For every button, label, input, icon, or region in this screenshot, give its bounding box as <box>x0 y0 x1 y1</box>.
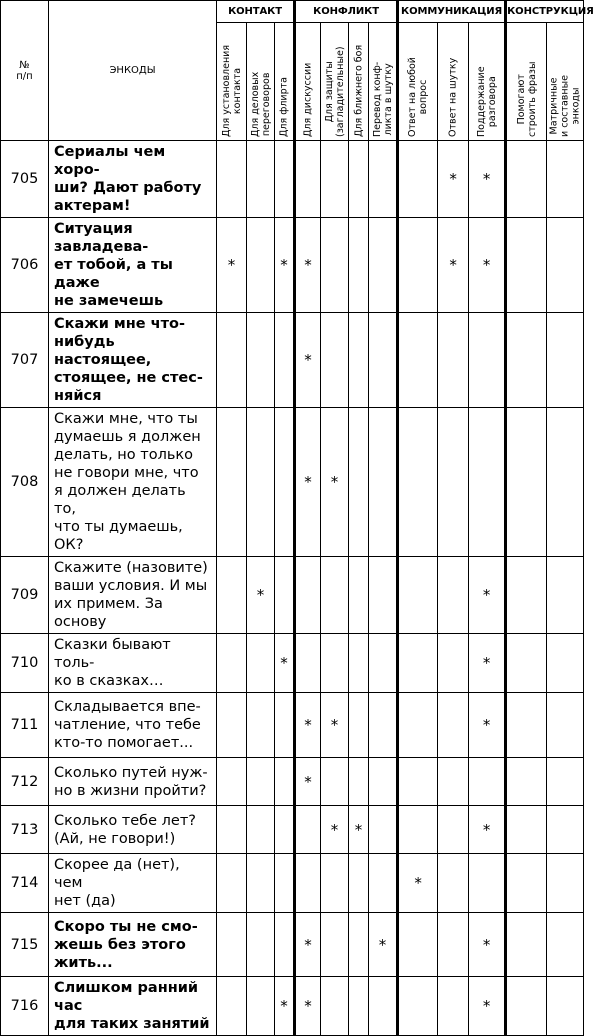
mark-cell <box>349 913 369 977</box>
column-header-label: Для флирта <box>278 77 290 137</box>
encode-text: Скорее да (нет), чем нет (да) <box>49 854 217 913</box>
mark-cell <box>547 557 584 634</box>
table-row <box>1 854 584 913</box>
mark-cell <box>469 634 506 693</box>
mark-cell <box>547 408 584 557</box>
mark-cell <box>295 913 321 977</box>
row-number: 710 <box>1 634 49 693</box>
mark-cell <box>247 218 275 313</box>
mark-cell <box>547 313 584 408</box>
mark-cell <box>321 313 349 408</box>
mark-cell <box>247 913 275 977</box>
mark-cell <box>469 758 506 806</box>
mark-cell <box>349 408 369 557</box>
mark-cell <box>295 693 321 758</box>
header-group-row <box>1 1 584 23</box>
row-number: 708 <box>1 408 49 557</box>
asterisk-mark: * <box>330 716 339 734</box>
column-header-label: Для защиты (загладительные) <box>323 46 346 137</box>
mark-cell <box>321 854 349 913</box>
mark-cell <box>469 408 506 557</box>
mark-cell <box>217 806 247 854</box>
asterisk-mark: * <box>330 473 339 491</box>
mark-cell <box>469 977 506 1036</box>
table-row <box>1 806 584 854</box>
mark-cell <box>506 557 547 634</box>
mark-cell <box>349 854 369 913</box>
mark-cell <box>247 758 275 806</box>
mark-cell <box>217 141 247 218</box>
group-header: КОММУНИКАЦИЯ <box>398 1 506 23</box>
mark-cell <box>438 141 469 218</box>
asterisk-mark: * <box>304 256 312 274</box>
column-header <box>369 23 398 141</box>
asterisk-mark: * <box>482 256 491 274</box>
mark-cell <box>547 977 584 1036</box>
mark-cell <box>369 313 398 408</box>
mark-cell <box>438 758 469 806</box>
mark-cell <box>547 913 584 977</box>
mark-cell <box>369 977 398 1036</box>
mark-cell <box>275 854 295 913</box>
table-row <box>1 218 584 313</box>
row-number: 712 <box>1 758 49 806</box>
mark-cell <box>275 141 295 218</box>
mark-cell <box>506 218 547 313</box>
mark-cell <box>469 141 506 218</box>
mark-cell <box>547 854 584 913</box>
mark-cell <box>398 693 438 758</box>
mark-cell <box>438 693 469 758</box>
encode-text: Сериалы чем хоро- ши? Дают работу актерам! <box>49 141 217 218</box>
column-header <box>321 23 349 141</box>
mark-cell <box>369 758 398 806</box>
mark-cell <box>469 557 506 634</box>
group-header: КОНФЛИКТ <box>295 1 398 23</box>
mark-cell <box>247 634 275 693</box>
asterisk-mark: * <box>482 654 491 672</box>
mark-cell <box>506 806 547 854</box>
mark-cell <box>369 913 398 977</box>
mark-cell <box>275 218 295 313</box>
table-row <box>1 408 584 557</box>
mark-cell <box>547 806 584 854</box>
mark-cell <box>275 806 295 854</box>
encode-text: Сколько путей нуж- но в жизни пройти? <box>49 758 217 806</box>
table-row <box>1 977 584 1036</box>
mark-cell <box>321 634 349 693</box>
asterisk-mark: * <box>482 935 491 954</box>
mark-cell <box>506 854 547 913</box>
column-header-label: Поддержание разговора <box>475 66 498 137</box>
mark-cell <box>275 977 295 1036</box>
column-header-label: Для ближнего боя <box>353 44 365 137</box>
row-number: 714 <box>1 854 49 913</box>
mark-cell <box>469 854 506 913</box>
asterisk-mark: * <box>304 772 312 791</box>
mark-cell <box>349 634 369 693</box>
mark-cell <box>398 977 438 1036</box>
mark-cell <box>321 977 349 1036</box>
asterisk-mark: * <box>280 654 288 672</box>
column-header <box>438 23 469 141</box>
mark-cell <box>247 141 275 218</box>
column-header <box>275 23 295 141</box>
mark-cell <box>398 854 438 913</box>
column-header-label: Помогают строить фразы <box>515 61 538 137</box>
row-number: 705 <box>1 141 49 218</box>
mark-cell <box>295 408 321 557</box>
asterisk-mark: * <box>449 256 457 274</box>
group-header: КОНСТРУКЦИЯ <box>506 1 584 23</box>
mark-cell <box>321 141 349 218</box>
mark-cell <box>506 141 547 218</box>
table-row <box>1 313 584 408</box>
mark-cell <box>438 557 469 634</box>
mark-cell <box>275 693 295 758</box>
mark-cell <box>349 313 369 408</box>
asterisk-mark: * <box>482 170 491 188</box>
mark-cell <box>321 913 349 977</box>
mark-cell <box>369 218 398 313</box>
asterisk-mark: * <box>378 935 387 954</box>
mark-cell <box>506 313 547 408</box>
mark-cell <box>247 408 275 557</box>
encode-text: Скажите (назовите) ваши условия. И мы их примем. За основу <box>49 557 217 634</box>
mark-cell <box>321 408 349 557</box>
row-number: 707 <box>1 313 49 408</box>
mark-cell <box>469 313 506 408</box>
asterisk-mark: * <box>280 256 288 274</box>
row-number: 713 <box>1 806 49 854</box>
mark-cell <box>247 977 275 1036</box>
asterisk-mark: * <box>449 170 457 188</box>
encode-text: Скажи мне что- нибудь настоящее, стоящее, не стес- няйся <box>49 313 217 408</box>
mark-cell <box>321 806 349 854</box>
asterisk-mark: * <box>227 256 236 274</box>
mark-cell <box>275 758 295 806</box>
mark-cell <box>547 141 584 218</box>
mark-cell <box>321 758 349 806</box>
mark-cell <box>217 913 247 977</box>
mark-cell <box>506 977 547 1036</box>
mark-cell <box>469 218 506 313</box>
mark-cell <box>369 408 398 557</box>
mark-cell <box>547 758 584 806</box>
column-header <box>506 23 547 141</box>
mark-cell <box>349 693 369 758</box>
mark-cell <box>217 408 247 557</box>
table-row <box>1 557 584 634</box>
encode-text: Скажи мне, что ты думаешь я должен делать, но только не говори мне, что я должен делать то, что ты думаешь, ОК? <box>49 408 217 557</box>
mark-cell <box>275 913 295 977</box>
asterisk-mark: * <box>256 586 265 604</box>
mark-cell <box>349 806 369 854</box>
asterisk-mark: * <box>482 997 491 1015</box>
mark-cell <box>369 557 398 634</box>
mark-cell <box>275 408 295 557</box>
asterisk-mark: * <box>482 820 491 839</box>
column-header-encodes: ЭНКОДЫ <box>49 1 217 141</box>
mark-cell <box>247 313 275 408</box>
mark-cell <box>369 806 398 854</box>
mark-cell <box>469 806 506 854</box>
mark-cell <box>398 806 438 854</box>
mark-cell <box>295 557 321 634</box>
mark-cell <box>275 557 295 634</box>
mark-cell <box>398 408 438 557</box>
column-header <box>247 23 275 141</box>
mark-cell <box>321 557 349 634</box>
mark-cell <box>349 218 369 313</box>
table-row <box>1 693 584 758</box>
mark-cell <box>295 854 321 913</box>
mark-cell <box>295 634 321 693</box>
column-header-label: Для установления контакта <box>220 44 243 137</box>
encode-text: Ситуация завладева- ет тобой, а ты даже не замечешь <box>49 218 217 313</box>
encode-text: Скоро ты не смо- жешь без этого жить... <box>49 913 217 977</box>
encode-text: Слишком ранний час для таких занятий <box>49 977 217 1036</box>
mark-cell <box>217 977 247 1036</box>
mark-cell <box>217 854 247 913</box>
mark-cell <box>438 313 469 408</box>
mark-cell <box>438 806 469 854</box>
mark-cell <box>369 854 398 913</box>
mark-cell <box>438 854 469 913</box>
mark-cell <box>217 313 247 408</box>
mark-cell <box>547 693 584 758</box>
mark-cell <box>295 806 321 854</box>
mark-cell <box>438 977 469 1036</box>
mark-cell <box>247 854 275 913</box>
mark-cell <box>295 977 321 1036</box>
row-number: 706 <box>1 218 49 313</box>
mark-cell <box>247 693 275 758</box>
asterisk-mark: * <box>304 997 312 1015</box>
mark-cell <box>398 557 438 634</box>
mark-cell <box>438 408 469 557</box>
asterisk-mark: * <box>414 874 422 892</box>
column-header-number: № п/п <box>1 1 49 141</box>
mark-cell <box>506 693 547 758</box>
mark-cell <box>349 977 369 1036</box>
mark-cell <box>506 408 547 557</box>
row-number: 711 <box>1 693 49 758</box>
mark-cell <box>295 141 321 218</box>
table-row <box>1 141 584 218</box>
asterisk-mark: * <box>304 473 312 491</box>
mark-cell <box>247 806 275 854</box>
row-number: 709 <box>1 557 49 634</box>
mark-cell <box>217 557 247 634</box>
mark-cell <box>438 913 469 977</box>
column-header <box>349 23 369 141</box>
column-header-label: Для деловых переговоров <box>249 71 272 137</box>
mark-cell <box>295 218 321 313</box>
column-header <box>295 23 321 141</box>
mark-cell <box>295 313 321 408</box>
mark-cell <box>369 634 398 693</box>
mark-cell <box>438 218 469 313</box>
mark-cell <box>217 758 247 806</box>
mark-cell <box>398 913 438 977</box>
mark-cell <box>506 913 547 977</box>
column-header <box>217 23 247 141</box>
mark-cell <box>247 557 275 634</box>
mark-cell <box>217 218 247 313</box>
mark-cell <box>321 218 349 313</box>
encode-text: Сказки бывают толь- ко в сказках… <box>49 634 217 693</box>
mark-cell <box>398 313 438 408</box>
mark-cell <box>469 913 506 977</box>
asterisk-mark: * <box>354 820 363 839</box>
asterisk-mark: * <box>280 997 288 1015</box>
mark-cell <box>349 141 369 218</box>
mark-cell <box>438 634 469 693</box>
encode-text: Сколько тебе лет? (Ай, не говори!) <box>49 806 217 854</box>
table-row <box>1 634 584 693</box>
column-header <box>469 23 506 141</box>
mark-cell <box>217 634 247 693</box>
column-header-label: Ответ на шутку <box>447 57 459 137</box>
column-header-label: Ответ на любой вопрос <box>407 57 430 137</box>
mark-cell <box>349 557 369 634</box>
mark-cell <box>398 634 438 693</box>
column-header-label: Матричные и составные энкоды <box>548 75 582 137</box>
asterisk-mark: * <box>304 351 312 369</box>
mark-cell <box>547 218 584 313</box>
row-number: 716 <box>1 977 49 1036</box>
mark-cell <box>506 634 547 693</box>
mark-cell <box>349 758 369 806</box>
row-number: 715 <box>1 913 49 977</box>
column-header <box>398 23 438 141</box>
column-header <box>547 23 584 141</box>
column-header-label: Для дискуссии <box>302 62 314 137</box>
asterisk-mark: * <box>304 716 312 734</box>
asterisk-mark: * <box>330 820 339 839</box>
mark-cell <box>469 693 506 758</box>
mark-cell <box>398 758 438 806</box>
mark-cell <box>547 634 584 693</box>
mark-cell <box>398 218 438 313</box>
encode-text: Складывается впе- чатление, что тебе кто-то помогает... <box>49 693 217 758</box>
asterisk-mark: * <box>482 716 491 734</box>
mark-cell <box>217 693 247 758</box>
mark-cell <box>506 758 547 806</box>
mark-cell <box>275 313 295 408</box>
table-row <box>1 913 584 977</box>
asterisk-mark: * <box>304 935 312 954</box>
mark-cell <box>369 693 398 758</box>
group-header: КОНТАКТ <box>217 1 295 23</box>
asterisk-mark: * <box>482 586 491 604</box>
column-header-label: Перевод конф- ликта в шутку <box>371 61 394 137</box>
mark-cell <box>295 758 321 806</box>
mark-cell <box>398 141 438 218</box>
mark-cell <box>321 693 349 758</box>
mark-cell <box>369 141 398 218</box>
table-row <box>1 758 584 806</box>
mark-cell <box>275 634 295 693</box>
